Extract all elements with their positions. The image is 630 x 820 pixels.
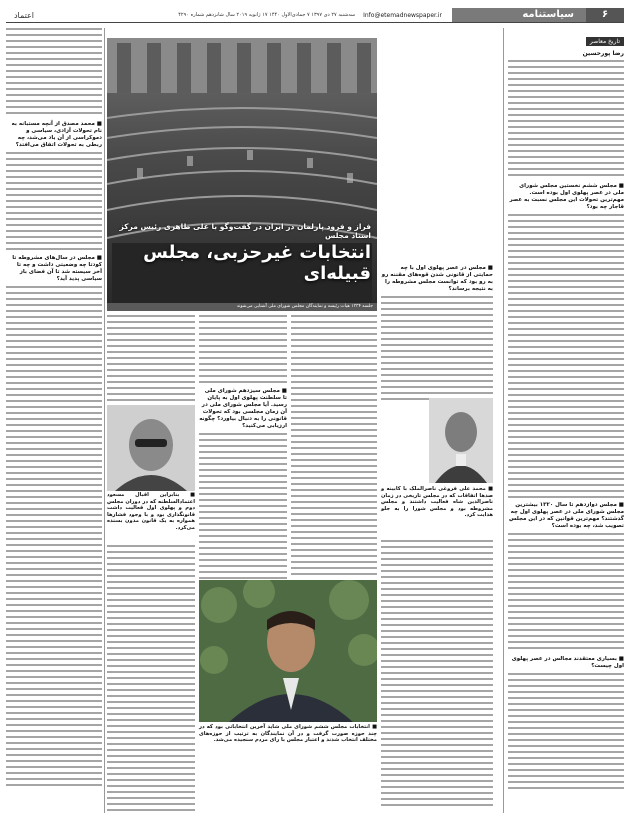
right-intro-text: [508, 60, 624, 180]
page-number: ۶: [586, 8, 624, 22]
left-body-text-2: [6, 152, 102, 252]
page-header: [6, 8, 624, 22]
caption-taheri: ■ انتخابات مجلس ششم شورای ملی شاید آخرین انتخاباتی بود که در چند حوزه صورت گرفت و در آن نمایندگان به ترتیب از حوزه‌های مختلف انتخاب شدند و اعتبار مجلس با رای مردم سنجیده می‌شد.: [199, 724, 377, 743]
contact-email[interactable]: Info@etemadnewspaper.ir: [363, 11, 442, 19]
svg-text:اعتماد: اعتماد: [13, 11, 35, 20]
headline-title: انتخابات غیرحزبی، مجلس قبیله‌ای: [143, 242, 371, 284]
left-body-text-3: [6, 286, 102, 786]
right-body-text-3: [508, 673, 624, 793]
right-column: [508, 28, 624, 813]
right-question-2: ■ مجلس دوازدهم تا سال ۱۳۲۰ بیشترین مجلس شورای ملی در عصر پهلوی اول چه گذشتند؟ مهم‌ترین قوانین که در این مجلس تصویب شد، چه بوده است؟: [509, 502, 624, 529]
center-col-3-text: [291, 315, 377, 575]
center-col-4: [381, 262, 493, 397]
left-body-text-1: [6, 28, 102, 118]
caption-bald-man: ■ بنابراین اقبال مسعود اعتمادالسلطنه که در دوران مجلس دوم و پهلوی اول فعالیت داشت قانونگذاری بود و با وجود فشارها همواره به یک قانون مدون بسنده می‌کرد.: [107, 492, 195, 531]
headline-kicker: فراز و فرود پارلمان در ایران در گفت‌وگو با علی طاهری رئیس مرکز اسناد مجلس: [119, 222, 371, 240]
center-lower-col-4-text: [381, 540, 493, 810]
center-col-2: [199, 315, 287, 575]
center-lower-col-1: [107, 545, 195, 813]
photo-caption: جلسه ۱۳۳۴ هیات رئیسه و نمایندگان مجلس شورای ملی آشنایی می‌شوند: [107, 303, 377, 311]
etemad-logo-icon: [10, 9, 38, 21]
left-column: [6, 28, 102, 813]
right-body-text-1: [508, 214, 624, 499]
header-rule: [6, 22, 624, 23]
center-lower-col-1-text: [107, 545, 195, 813]
center-question-2: ■ مجلس سیزدهم شورای ملی تا سلطنت پهلوی اول به پایان رسید. آیا مجلس شورای ملی در آن زمان مجلسی بود که تحولات قانونی را به دنبال بیاورد؟ چگونه ارزیابی می‌کنید؟: [199, 388, 287, 429]
headline-block: [107, 222, 377, 284]
dateline: سه‌شنبه ۲۷ دی ۱۳۹۷ ۷ جمادی‌الاول ۱۴۴۰ ۱۷ ژانویه ۲۰۱۹ سال شانزدهم شماره ۴۲۹۰: [178, 12, 356, 18]
portrait-taheri: [199, 580, 377, 722]
right-body-text-2: [508, 533, 624, 653]
center-col-3: [291, 315, 377, 575]
left-question-1: ■ محمد مصدق از آنچه مستبانه به نام تحولات آزادی، سیاسی و دموکراسی از آن یاد می‌شد، چه ربطی به تحولات اتفاق می‌افتد؟: [11, 121, 102, 148]
right-question-1: ■ مجلس ششم نخستین مجلس شورای ملی در عصر پهلوی اول بوده است. مهم‌ترین تحولات این مجلس نسبت به عصر قاجار چه بود؟: [509, 183, 624, 210]
center-col-2-text-b: [199, 433, 287, 583]
column-divider: [104, 28, 105, 813]
center-col-4-text: [381, 296, 493, 401]
byline: رضا پورحسین: [582, 50, 624, 57]
center-col-2-text-a: [199, 315, 287, 385]
portrait-mosaddegh: [429, 398, 493, 483]
center-question-1: ■ مجلس در عصر پهلوی اول با چه حمایتی از قانونی شدن قوه‌های مقننه رو به رو بود که توانست مجلس مشروطه را به نتیجه برساند؟: [381, 265, 493, 292]
column-tag: تاریخ معاصر: [586, 37, 624, 46]
left-question-2: ■ مجلس در سال‌های مشروطه تا کودتا چه وضعیتی داشت و چه تا آخر سیسته شد تا آن فضای باز سیاسی پدید آید؟: [12, 255, 102, 282]
center-lower-col-4: [381, 540, 493, 810]
right-question-3: ■ بسیاری معتقدند مجالس در عصر پهلوی اول چیست؟: [511, 656, 624, 669]
section-title: سیاستنامه: [452, 8, 586, 22]
portrait-bald-man: [107, 405, 195, 491]
caption-mosaddegh: ■ محمد علی فروغی ناصرالملک با کابینه و صدها اتفاقات که در مجلس تاریخی در زمان ناصرالدین شاه فعالیت داشتند و مجلس مشروطه بود و مجلس شورا را به جلو هدایت کرد.: [381, 486, 493, 518]
column-divider: [503, 28, 504, 813]
